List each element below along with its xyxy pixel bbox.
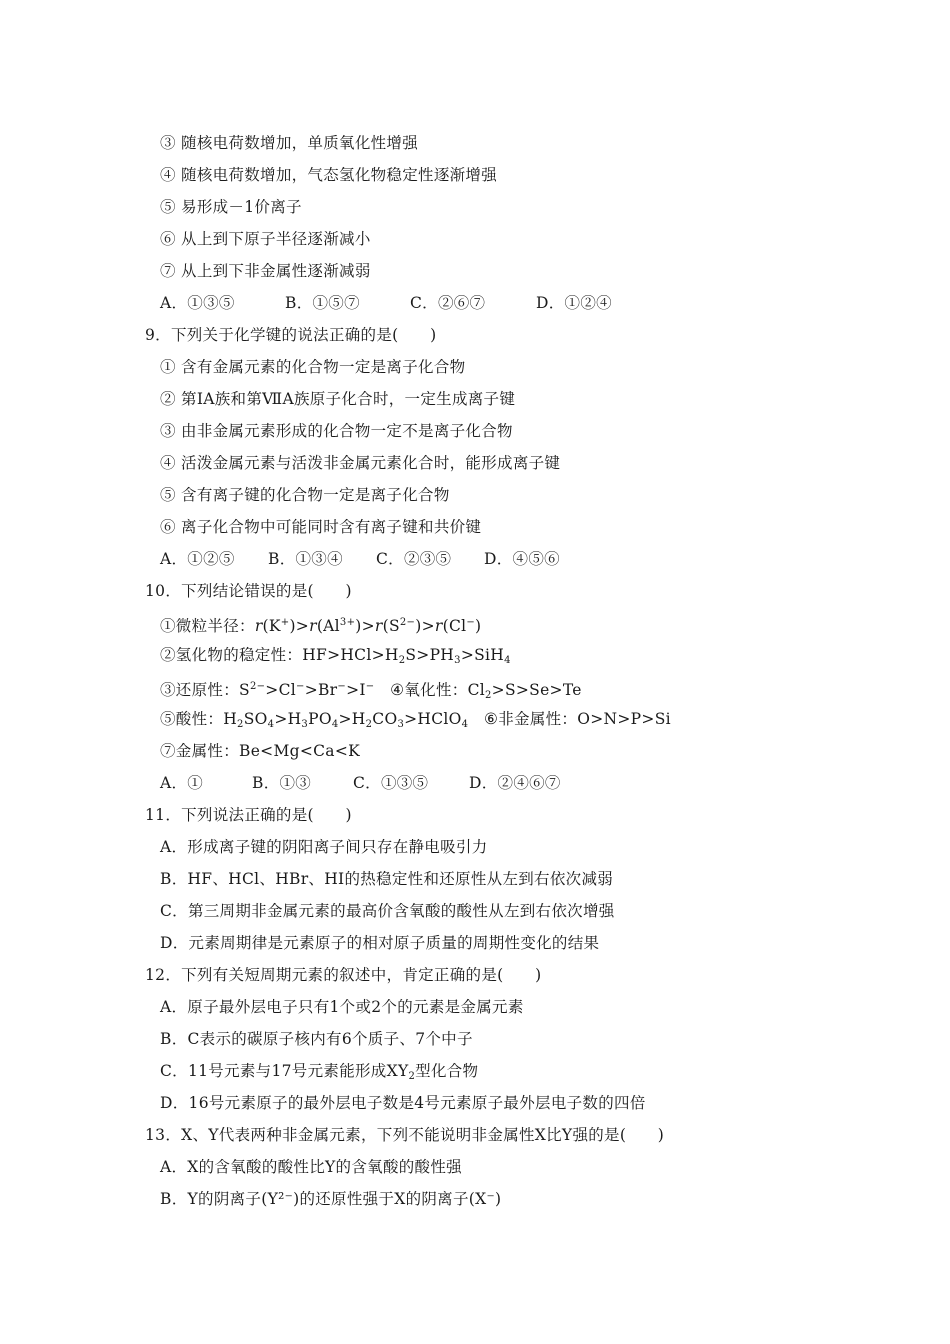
q10-option-b: B．①③ (252, 774, 312, 792)
q8-statement-5: ⑤ 易形成－1价离子 (160, 198, 302, 216)
q12-option-c-subscript: 2 (408, 1071, 416, 1082)
q12-option-c (160, 1061, 478, 1087)
q10-statement-3-4: ③还原性：$S^{2-}>Cl^->Br^->I^-$ ④氧化性：$Cl_2>S>Se>Te$ (160, 681, 582, 701)
q10-option-d: D．②④⑥⑦ (469, 774, 561, 792)
q9-statement-1: ① 含有金属元素的化合物一定是离子化合物 (160, 358, 466, 376)
q8-statement-4: ④ 随核电荷数增加，气态氢化物稳定性逐渐增强 (160, 166, 498, 184)
q8-statement-6: ⑥ 从上到下原子半径逐渐减小 (160, 230, 371, 248)
q11-stem: 11．下列说法正确的是( ) (145, 806, 352, 824)
q10-statement-2-label: ②氢化物的稳定性： (160, 646, 303, 664)
q10-statement-5-6: ⑤酸性：$H_2SO_4>H_3PO_4>H_2CO_3>HClO_4$ ⑥非金属性：O>N>P>Si (160, 710, 671, 730)
q9-statement-6: ⑥ 离子化合物中可能同时含有离子键和共价键 (160, 518, 482, 536)
q11-option-d: D．元素周期律是元素原子的相对原子质量的周期性变化的结果 (160, 934, 600, 952)
q13-stem: 13．X、Y代表两种非金属元素，下列不能说明非金属性X比Y强的是( ) (145, 1126, 665, 1144)
q13-option-a: A．X的含氧酸的酸性比Y的含氧酸的酸性强 (160, 1158, 462, 1176)
q11-option-c: C．第三周期非金属元素的最高价含氧酸的酸性从左到右依次增强 (160, 902, 615, 920)
q9-option-b: B．①③④ (268, 550, 343, 568)
q10-statement-1: ①微粒半径：$r(K^+)>r(Al^{3+})>r(S^{2-})>r(Cl^-)$ (160, 617, 482, 635)
q11-option-a: A．形成离子键的阴阳离子间只存在静电吸引力 (160, 838, 488, 856)
q8-option-b: B．①⑤⑦ (285, 294, 360, 312)
q10-stem: 10．下列结论错误的是( ) (145, 582, 352, 600)
q10-statement-2: ②氢化物的稳定性：$HF>HCl>H_2S>PH_3>SiH_4$ (160, 646, 511, 666)
q11-option-b: B．HF、HCl、HBr、HI的热稳定性和还原性从左到右依次减弱 (160, 870, 614, 888)
q10-statement-7-label: ⑦金属性： (160, 742, 240, 760)
q10-statement-7 (160, 741, 360, 761)
q12-option-c-text: C．11号元素与17号元素能形成XY (160, 1062, 409, 1080)
q9-option-a: A．①②⑤ (160, 550, 235, 568)
q9-statement-3: ③ 由非金属元素形成的化合物一定不是离子化合物 (160, 422, 513, 440)
q8-option-a: A．①③⑤ (160, 294, 235, 312)
q10-option-c: C．①③⑤ (353, 774, 429, 792)
q12-option-c-tail: 型化合物 (415, 1062, 479, 1080)
q8-option-c: C．②⑥⑦ (410, 294, 486, 312)
q10-option-a: A．① (160, 774, 204, 792)
q10-statement-6-label: ⑥非金属性： (484, 710, 578, 728)
q10-statement-4-label: ④氧化性： (390, 681, 468, 699)
q10-statement-5-label: ⑤酸性： (160, 710, 224, 728)
q12-option-a: A．原子最外层电子只有1个或2个的元素是金属元素 (160, 998, 524, 1016)
q12-option-d: D．16号元素原子的最外层电子数是4号元素原子最外层电子数的四倍 (160, 1094, 646, 1112)
q12-stem: 12．下列有关短周期元素的叙述中，肯定正确的是( ) (145, 966, 542, 984)
q12-option-b: B．C表示的碳原子核内有6个质子、7个中子 (160, 1030, 473, 1048)
q13-option-b: B．Y的阴离子(Y²⁻)的还原性强于X的阴离子(X⁻) (160, 1190, 502, 1208)
q9-option-d: D．④⑤⑥ (484, 550, 560, 568)
q8-statement-3: ③ 随核电荷数增加，单质氧化性增强 (160, 134, 419, 152)
q10-statement-6-value: O>N>P>Si (577, 710, 671, 728)
q9-option-c: C．②③⑤ (376, 550, 452, 568)
q10-statement-7-value: Be<Mg<Ca<K (239, 742, 361, 760)
q9-statement-5: ⑤ 含有离子键的化合物一定是离子化合物 (160, 486, 450, 504)
q9-stem: 9．下列关于化学键的说法正确的是( ) (145, 326, 437, 344)
q10-statement-1-label: ①微粒半径： (160, 617, 255, 635)
q10-statement-3-label: ③还原性： (160, 681, 240, 699)
q8-statement-7: ⑦ 从上到下非金属性逐渐减弱 (160, 262, 371, 280)
q8-option-d: D．①②④ (536, 294, 612, 312)
q9-statement-2: ② 第ⅠA族和第ⅦA族原子化合时，一定生成离子键 (160, 390, 516, 408)
q9-statement-4: ④ 活泼金属元素与活泼非金属元素化合时，能形成离子键 (160, 454, 561, 472)
